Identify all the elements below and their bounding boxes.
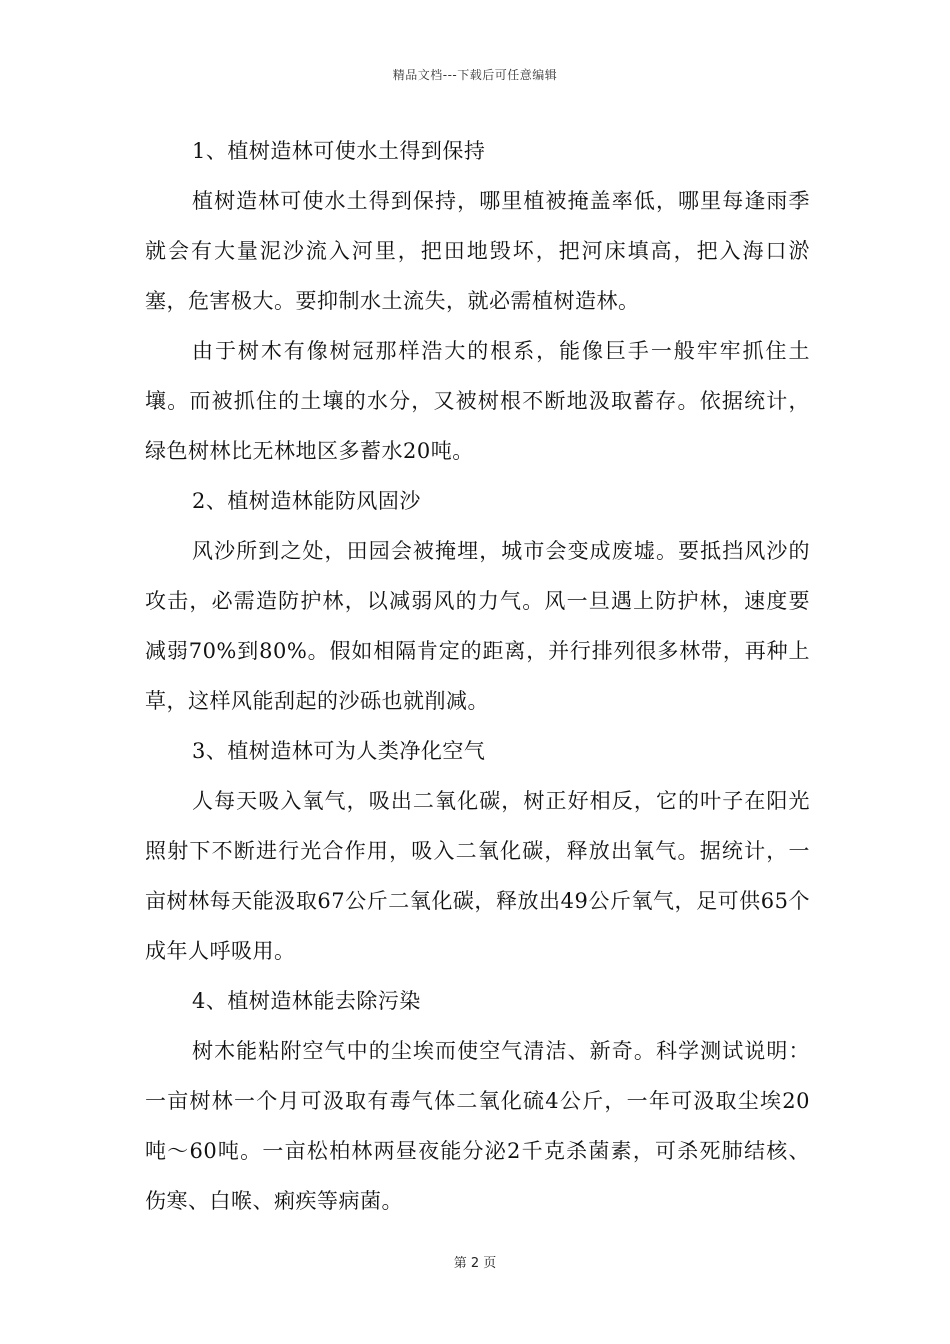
paragraph: 树木能粘附空气中的尘埃而使空气清洁、新奇。科学测试说明：一亩树林一个月可汲取有毒气体二氧化硫4公斤，一年可汲取尘埃20吨～60吨。一亩松柏林两昼夜能分泌2千克杀菌素，可杀死肺结核、伤寒、白喉、痢疾等病菌。 — [145, 1039, 810, 1213]
paragraph: 风沙所到之处，田园会被掩埋，城市会变成废墟。要抵挡风沙的攻击，必需造防护林，以减弱风的力气。风一旦遇上防护林，速度要减弱70%到80%。假如相隔肯定的距离，并行排列很多林带，再种上草，这样风能刮起的沙砾也就削减。 — [145, 539, 810, 713]
section-heading-4: 4、植树造林能去除污染 — [192, 989, 421, 1013]
document-body — [145, 126, 810, 1226]
paragraph: 由于树木有像树冠那样浩大的根系，能像巨手一般牢牢抓住土壤。而被抓住的土壤的水分，又被树根不断地汲取蓄存。依据统计，绿色树林比无林地区多蓄水20吨。 — [145, 339, 810, 463]
page-header: 精品文档---下载后可任意编辑 — [392, 68, 558, 82]
section-heading-1: 1、植树造林可使水土得到保持 — [192, 139, 486, 163]
section-heading-3: 3、植树造林可为人类净化空气 — [192, 739, 486, 763]
paragraph: 人每天吸入氧气，吸出二氧化碳，树正好相反，它的叶子在阳光照射下不断进行光合作用，吸入二氧化碳，释放出氧气。据统计，一亩树林每天能汲取67公斤二氧化碳，释放出49公斤氧气，足可供65个成年人呼吸用。 — [145, 789, 810, 963]
paragraph: 植树造林可使水土得到保持，哪里植被掩盖率低，哪里每逢雨季就会有大量泥沙流入河里，把田地毁坏，把河床填高，把入海口淤塞，危害极大。要抑制水土流失，就必需植树造林。 — [145, 189, 810, 313]
page-number: 第 2 页 — [453, 1256, 497, 1271]
section-heading-2: 2、植树造林能防风固沙 — [192, 489, 421, 513]
